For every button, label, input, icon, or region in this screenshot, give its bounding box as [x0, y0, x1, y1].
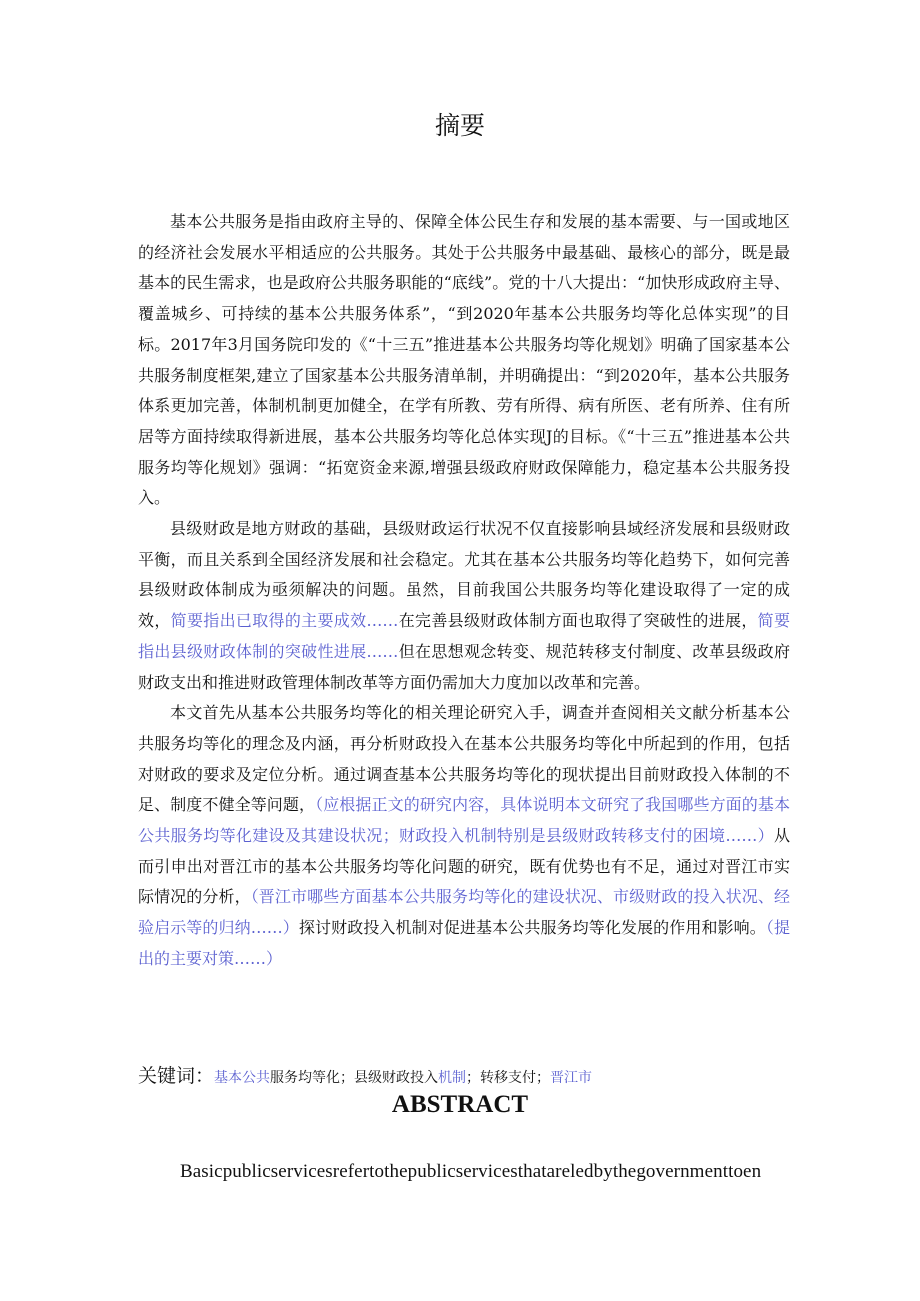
keyword-fragment: 服务均等化；县级财政投入 — [270, 1070, 439, 1086]
paragraph-text: 本文首先从基本公共服务均等化的相关理论研究入手，调查并查阅相关文献分析基本公共服务均等化的理念及内涵，再分析财政投入在基本公共服务均等化中所起到的作用，包括对财政的要求及定位分析。通过调查基本公共服务均等化的现状提出目前财政投入体制的不足、制度不健全等问题， — [138, 703, 790, 815]
paragraph-text: 县级财政是地方财政的基础，县级财政运行状况不仅直接影响县域经济发展和县级财政平衡，而且关系到全国经济发展和社会稳定。尤其在基本公共服务均等化趋势下，如何完善县级财政体制成为亟须解决的问题。虽然，目前我国公共服务均等化建设取得了一定的成效， — [138, 519, 790, 631]
paragraph-text: 探讨财政投入机制对促进基本公共服务均等化发展的作用和影响。 — [298, 918, 766, 938]
paragraph-text: 从而引申出对晋江市的基本公共服务均等化问题的研究，既有优势也有不足，通过对晋江市实际情况的分析， — [138, 826, 790, 907]
keyword-fragment: 基本公共 — [214, 1070, 271, 1086]
paragraph-text: 但在思想观念转变、规范转移支付制度、改革县级政府财政支出和推进财政管理体制改革等方面仍需加大力度加以改革和完善。 — [138, 641, 790, 692]
abstract-paragraph-3 — [138, 698, 790, 974]
english-abstract-first-line: Basicpublicservicesrefertothepublicservicesthatareledbythegovernmenttoen — [180, 1161, 762, 1182]
editor-hint: （应根据正文的研究内容，具体说明本文研究了我国哪些方面的基本公共服务均等化建设及其建设状况；财政投入机制特别是县级财政转移支付的困境……） — [138, 795, 790, 846]
keywords-label: 关键词： — [138, 1065, 215, 1087]
abstract-body — [138, 207, 790, 975]
abstract-paragraph-1: 基本公共服务是指由政府主导的、保障全体公民生存和发展的基本需要、与一国或地区的经济社会发展水平相适应的公共服务。其处于公共服务中最基础、最核心的部分，既是最基本的民生需求，也是政府公共服务职能的“底线”。党的十八大提出：“加快形成政府主导、覆盖城乡、可持续的基本公共服务体系”，“到2020年基本公共服务均等化总体实现”的目标。2017年3月国务院印发的《“十三五”推进基本公共服务均等化规划》明确了国家基本公共服务制度框架,建立了国家基本公共服务清单制，并明确提出：“到2020年，基本公共服务体系更加完善，体制机制更加健全，在学有所教、劳有所得、病有所医、老有所养、住有所居等方面持续取得新进展，基本公共服务均等化总体实现J的目标。《“十三五”推进基本公共服务均等化规划》强调：“拓宽资金来源,增强县级政府财政保障能力，稳定基本公共服务投入。 — [138, 212, 790, 508]
abstract-paragraph-2 — [138, 514, 790, 698]
keyword-fragment: 晋江市 — [550, 1070, 593, 1086]
keywords-line — [138, 1062, 592, 1090]
keyword-fragment: 机制 — [438, 1070, 467, 1086]
editor-hint: 简要指出县级财政体制的突破性进展…… — [138, 611, 790, 661]
paragraph-text: 在完善县级财政体制方面也取得了突破性的进展， — [398, 611, 758, 631]
editor-hint: （晋江市哪些方面基本公共服务均等化的建设状况、市级财政的投入状况、经验启示等的归纳……） — [138, 887, 790, 938]
keyword-fragment: ；转移支付； — [466, 1070, 551, 1086]
editor-hint: （提出的主要对策……） — [138, 918, 790, 968]
editor-hint: 简要指出已取得的主要成效…… — [170, 611, 399, 631]
english-abstract-title: ABSTRACT — [391, 1091, 529, 1118]
abstract-title: 摘要 — [434, 111, 485, 140]
